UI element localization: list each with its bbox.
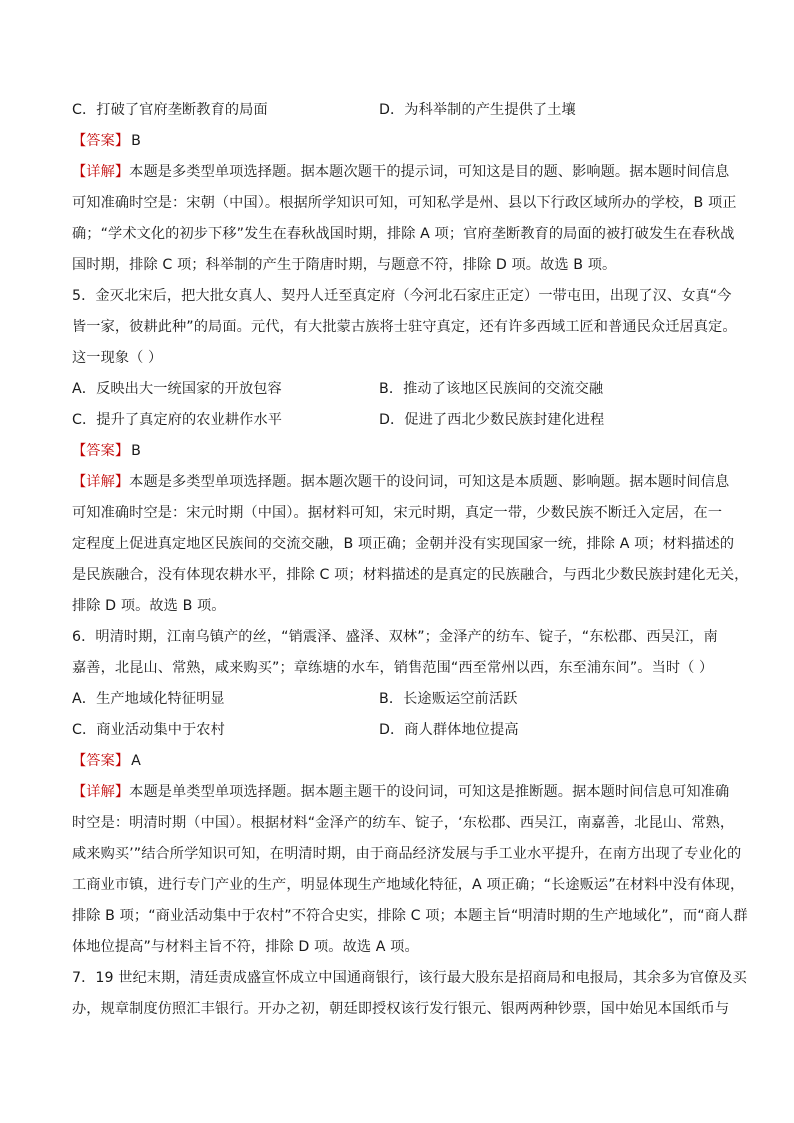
q5-detail-line: 排除 D 项。故选 B 项。 bbox=[72, 598, 226, 614]
q4-answer bbox=[72, 126, 724, 157]
q6-detail-line: 时空是：明清时期（中国）。根据材料“金泽产的纺车、锭子，‘东松郡、西吴江，南嘉善，北昆山、常熟， bbox=[72, 815, 735, 831]
q6-detail-line bbox=[72, 777, 730, 808]
q5-option-b: B．推动了该地区民族间的交流交融 bbox=[379, 381, 604, 397]
q4-options-row-cd bbox=[72, 95, 724, 126]
q5-detail-line: 定程度上促进真定地区民族间的交流交融，B 项正确；金朝并没有实现国家一统，排除 A 项；材料描述的 bbox=[72, 536, 735, 552]
q5-options-row-ab bbox=[72, 374, 724, 405]
q5-stem-line: 这一现象（ ） bbox=[72, 350, 163, 366]
q6-stem-line: 6．明清时期，江南乌镇产的丝，“销震泽、盛泽、双林”；金泽产的纺车、锭子，“东松郡、西吴江，南 bbox=[72, 629, 718, 645]
q5-option-c: C．提升了真定府的农业耕作水平 bbox=[72, 412, 283, 428]
q6-options-row-ab bbox=[72, 684, 724, 715]
q4-detail-line: 确；“学术文化的初步下移”发生在春秋战国时期，排除 A 项；官府垄断教育的局面的被打破发生在春秋战 bbox=[72, 226, 735, 242]
q6-option-b: B．长途贩运空前活跃 bbox=[379, 691, 518, 707]
detail-text: 本题是单类型单项选择题。据本题主题干的设问词，可知这是推断题。据本题时间信息可知准确 bbox=[129, 784, 730, 800]
q5-stem-line: 5．金灭北宋后，把大批女真人、契丹人迁至真定府（今河北石家庄正定）一带屯田，出现了汉、女真“今 bbox=[72, 288, 732, 304]
q5-detail-line bbox=[72, 467, 730, 498]
q7-stem-line: 办，规章制度仿照汇丰银行。开办之初，朝廷即授权该行发行银元、银两两种钞票，国中始见本国纸币与 bbox=[72, 1001, 730, 1017]
q6-option-d: D．商人群体地位提高 bbox=[379, 722, 519, 738]
q4-detail-line: 可知准确时空是：宋朝（中国）。根据所学知识可知，可知私学是州、县以下行政区域所办的学校，B 项正 bbox=[72, 195, 737, 211]
answer-letter: B bbox=[131, 133, 141, 149]
q5-answer bbox=[72, 436, 724, 467]
q5-detail-line: 是民族融合，没有体现农耕水平，排除 C 项；材料描述的是真定的民族融合，与西北少数民族封建化无关， bbox=[72, 567, 749, 583]
q5-option-d: D．促进了西北少数民族封建化进程 bbox=[379, 412, 605, 428]
answer-tag: 【答案】 bbox=[72, 133, 130, 149]
q6-option-a: A．生产地域化特征明显 bbox=[72, 691, 225, 707]
detail-text: 本题是多类型单项选择题。据本题次题干的设问词，可知这是本质题、影响题。据本题时间信息 bbox=[129, 474, 730, 490]
q5-detail-line: 可知准确时空是：宋元时期（中国）。据材料可知，宋元时期，真定一带，少数民族不断迁入定居，在一 bbox=[72, 505, 723, 521]
q6-options-row-cd bbox=[72, 715, 724, 746]
q6-option-c: C．商业活动集中于农村 bbox=[72, 722, 225, 738]
detail-tag: 【详解】 bbox=[72, 784, 130, 800]
answer-tag: 【答案】 bbox=[72, 443, 130, 459]
detail-text: 本题是多类型单项选择题。据本题次题干的提示词，可知这是目的题、影响题。据本题时间信息 bbox=[129, 164, 730, 180]
document-page bbox=[72, 95, 749, 1025]
q4-detail-line bbox=[72, 157, 730, 188]
q5-options-row-cd bbox=[72, 405, 724, 436]
q6-answer bbox=[72, 746, 724, 777]
q6-detail-line: 体地位提高”与材料主旨不符，排除 D 项。故选 A 项。 bbox=[72, 939, 419, 955]
q4-detail-line: 国时期，排除 C 项；科举制的产生于隋唐时期，与题意不符，排除 D 项。故选 B 项。 bbox=[72, 257, 617, 273]
q4-option-c: C．打破了官府垄断教育的局面 bbox=[72, 102, 268, 118]
q6-detail-line: 工商业市镇，进行专门产业的生产，明显体现生产地域化特征，A 项正确；“长途贩运”在材料中没有体现， bbox=[72, 877, 745, 893]
answer-letter: A bbox=[131, 753, 141, 769]
q5-option-a: A．反映出大一统国家的开放包容 bbox=[72, 381, 282, 397]
q4-option-d: D．为科举制的产生提供了土壤 bbox=[379, 102, 576, 118]
detail-tag: 【详解】 bbox=[72, 164, 130, 180]
q6-stem-line: 嘉善，北昆山、常熟，咸来购买”；章练塘的水车，销售范围“西至常州以西，东至浦东间”。当时（ ） bbox=[72, 660, 714, 676]
answer-letter: B bbox=[131, 443, 141, 459]
q6-detail-line: 咸来购买’”结合所学知识可知，在明清时期，由于商品经济发展与手工业水平提升，在南方出现了专业化的 bbox=[72, 846, 742, 862]
q5-stem-line: 皆一家，彼耕此种”的局面。元代，有大批蒙古族将士驻守真定，还有许多西域工匠和普通民众迁居真定。 bbox=[72, 319, 737, 335]
detail-tag: 【详解】 bbox=[72, 474, 130, 490]
answer-tag: 【答案】 bbox=[72, 753, 130, 769]
q6-detail-line: 排除 B 项；“商业活动集中于农村”不符合史实，排除 C 项；本题主旨“明清时期的生产地域化”，而“商人群 bbox=[72, 908, 748, 924]
q7-stem-line: 7．19 世纪末期，清廷责成盛宣怀成立中国通商银行，该行最大股东是招商局和电报局，其余多为官僚及买 bbox=[72, 970, 747, 986]
